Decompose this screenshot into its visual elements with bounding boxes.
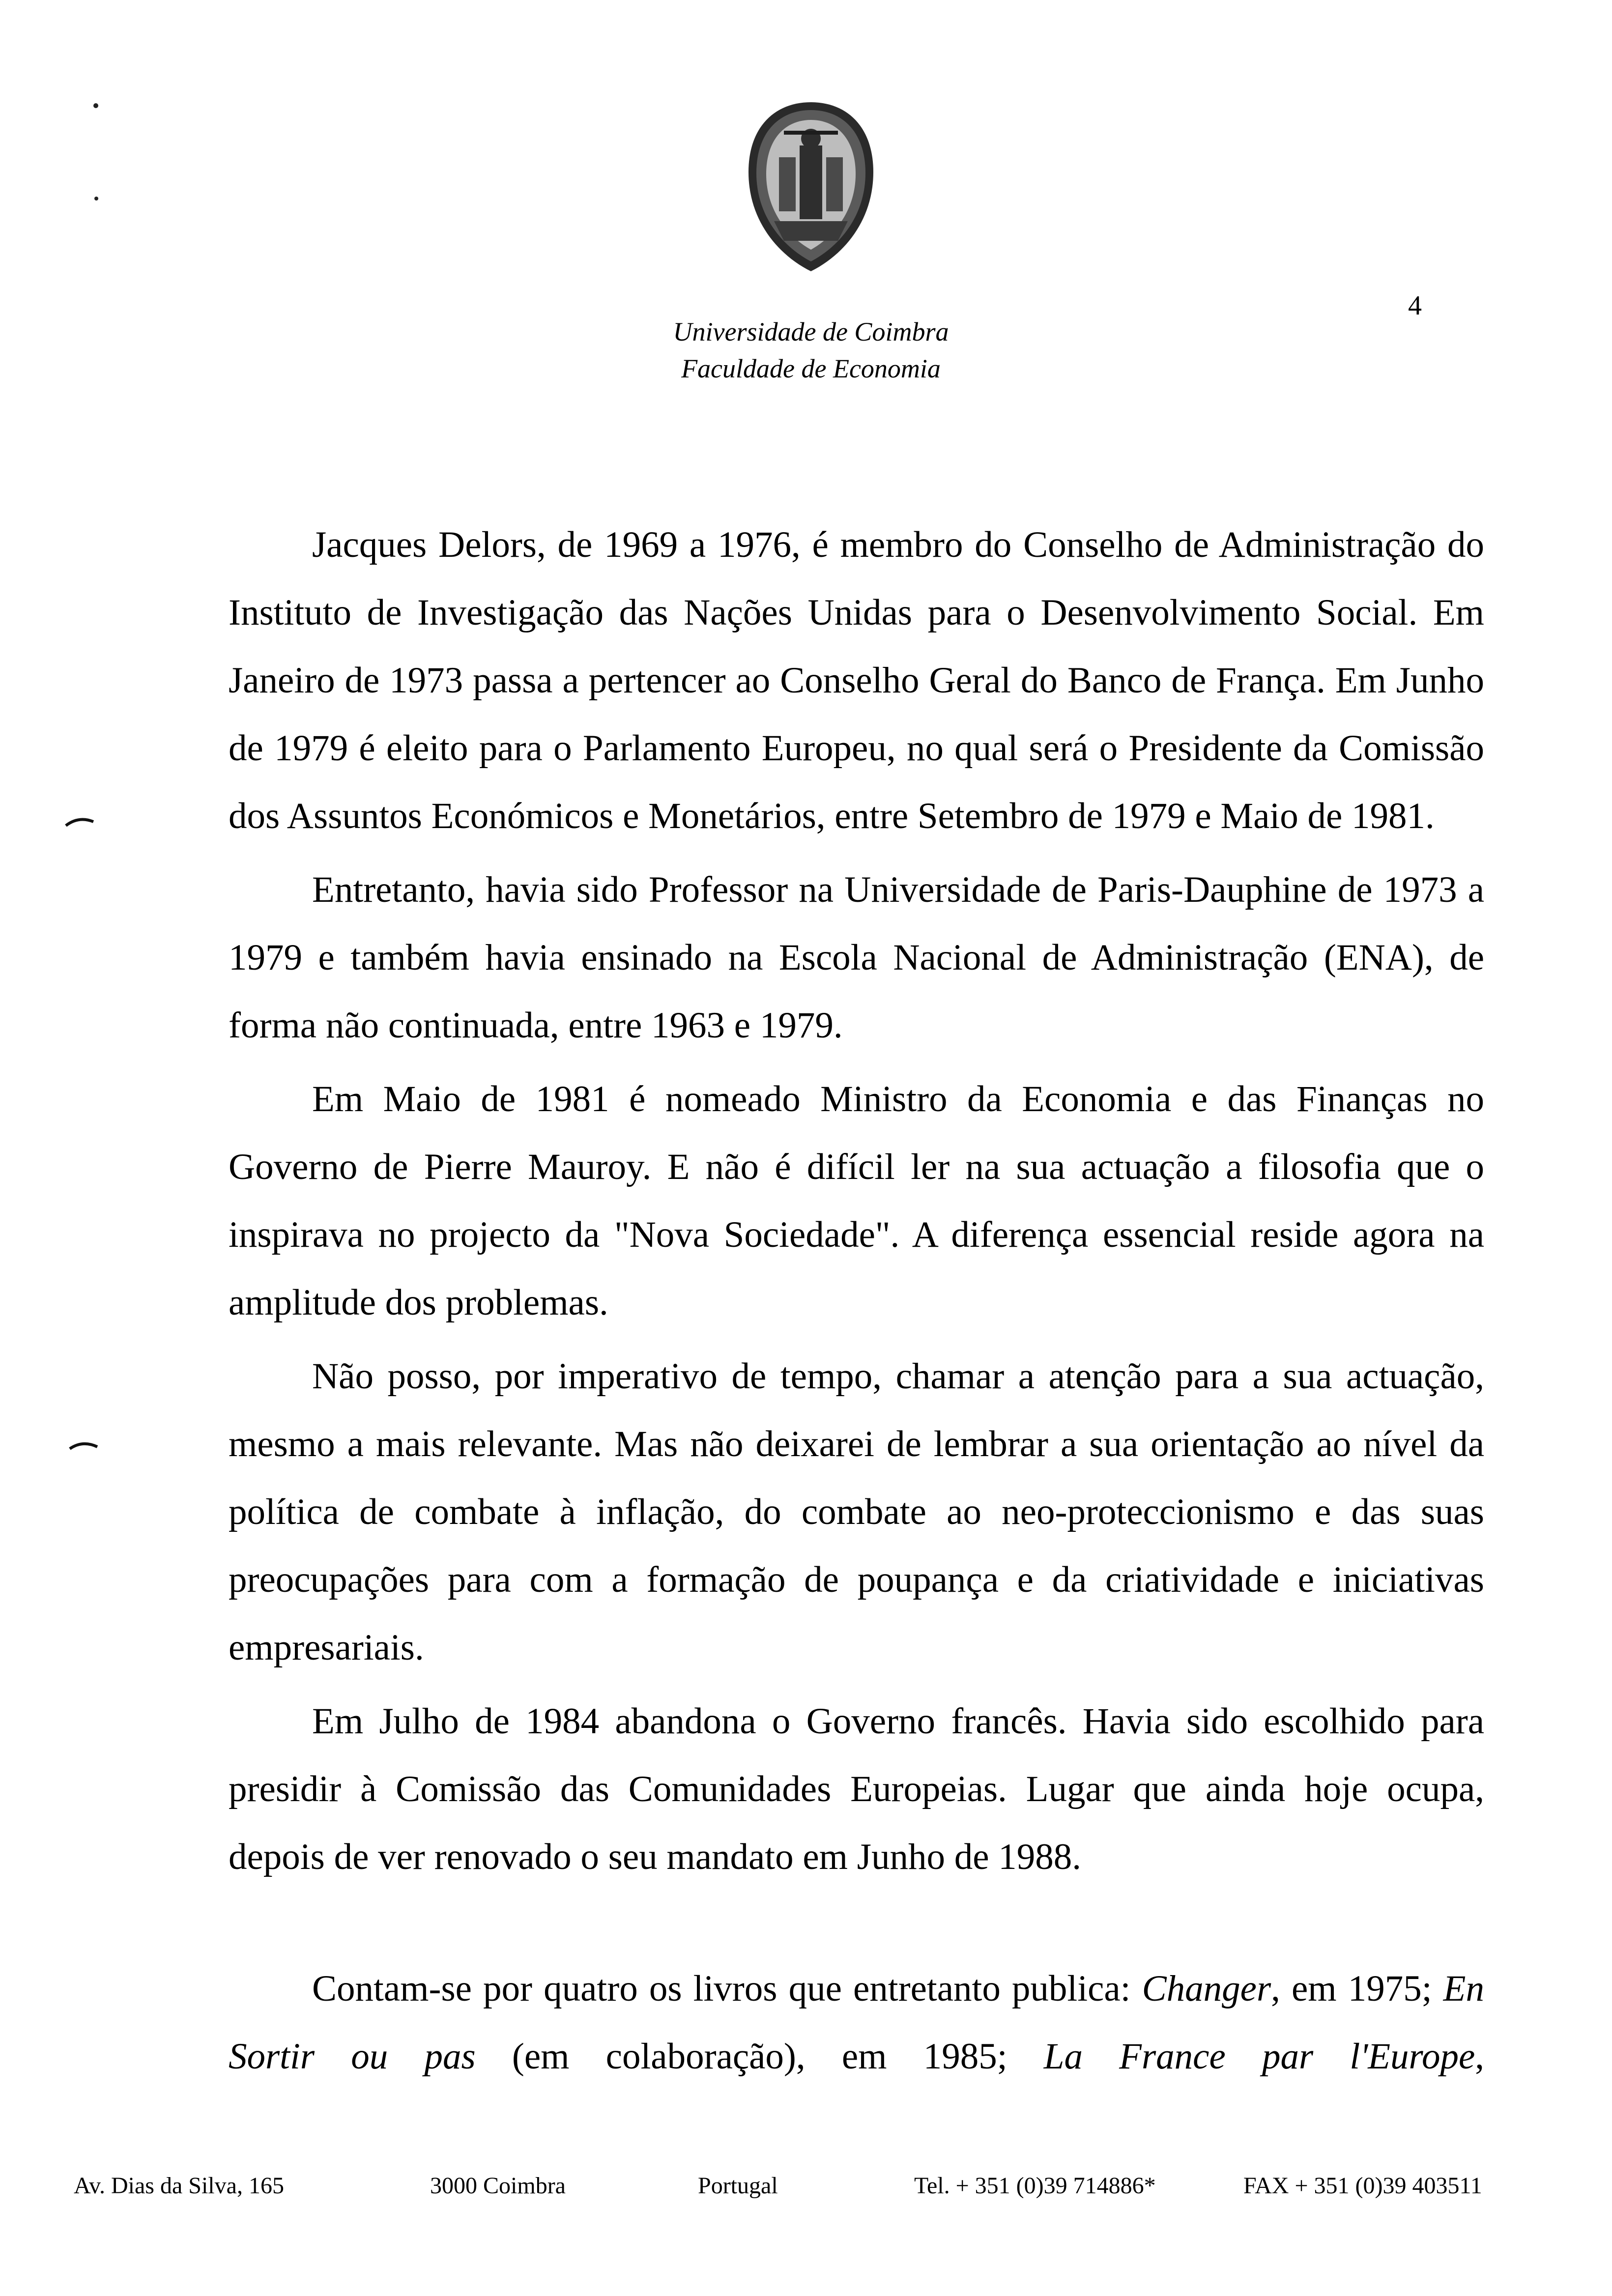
- paragraph-text: ,: [1475, 2036, 1484, 2077]
- page-number: 4: [1408, 290, 1422, 321]
- margin-arc-mark: [64, 816, 95, 827]
- paragraph-text: Contam-se por quatro os livros que entretanto publica:: [312, 1968, 1142, 2009]
- footer-fax: FAX + 351 (0)39 403511: [1243, 2173, 1482, 2199]
- scan-dot-mark: [94, 197, 98, 201]
- paragraph: Não posso, por imperativo de tempo, chamar a atenção para a sua actuação, mesmo a mais relevante. Mas não deixarei de lembrar a sua orientação ao nível da política de combate à inflação, do combate ao neo-proteccionismo e das suas preocupações para com a formação de poupança e da criatividade e iniciativas empresariais.: [229, 1356, 1484, 1668]
- paragraph: Jacques Delors, de 1969 a 1976, é membro do Conselho de Administração do Instituto de Investigação das Nações Unidas para o Desenvolvimento Social. Em Janeiro de 1973 passa a pertencer ao Conselho Geral do Banco de França. Em Junho de 1979 é eleito para o Parlamento Europeu, no qual será o Presidente da Comissão dos Assuntos Económicos e Monetários, entre Setembro de 1979 e Maio de 1981.: [229, 524, 1484, 836]
- book-title: Changer: [1142, 1968, 1271, 2009]
- footer-city: 3000 Coimbra: [430, 2173, 566, 2199]
- footer-telephone: Tel. + 351 (0)39 714886*: [914, 2173, 1156, 2199]
- book-title: La France par l'Europe: [1043, 2036, 1475, 2077]
- footer-address: Av. Dias da Silva, 165: [74, 2173, 284, 2199]
- scan-dot-mark: [93, 103, 98, 108]
- faculty-name: Faculdade de Economia: [681, 354, 941, 383]
- university-name: Universidade de Coimbra: [673, 317, 949, 346]
- paragraph-text: (em colaboração), em 1985;: [475, 2036, 1044, 2077]
- book-title: En Sortir ou pas: [229, 1968, 1484, 2077]
- margin-arc-mark: [68, 1440, 99, 1451]
- paragraph-books: [229, 1955, 1484, 2091]
- paragraph: Entretanto, havia sido Professor na Universidade de Paris-Dauphine de 1973 a 1979 e também havia ensinado na Escola Nacional de Administração (ENA), de forma não continuada, entre 1963 e 1979.: [229, 869, 1484, 1046]
- footer-country: Portugal: [698, 2173, 778, 2199]
- body-text: [229, 511, 1484, 2091]
- paragraph: Em Maio de 1981 é nomeado Ministro da Economia e das Finanças no Governo de Pierre Mauroy. E não é difícil ler na sua actuação a filosofia que o inspirava no projecto da "Nova Sociedade". A diferença essencial reside agora na amplitude dos problemas.: [229, 1079, 1484, 1323]
- paragraph: Em Julho de 1984 abandona o Governo francês. Havia sido escolhido para presidir à Comissão das Comunidades Europeias. Lugar que ainda hoje ocupa, depois de ver renovado o seu mandato em Junho de 1988.: [229, 1701, 1484, 1877]
- paragraph-text: , em 1975;: [1271, 1968, 1443, 2009]
- letterhead-footer: [0, 2172, 1612, 2211]
- university-seal-icon: [745, 98, 877, 275]
